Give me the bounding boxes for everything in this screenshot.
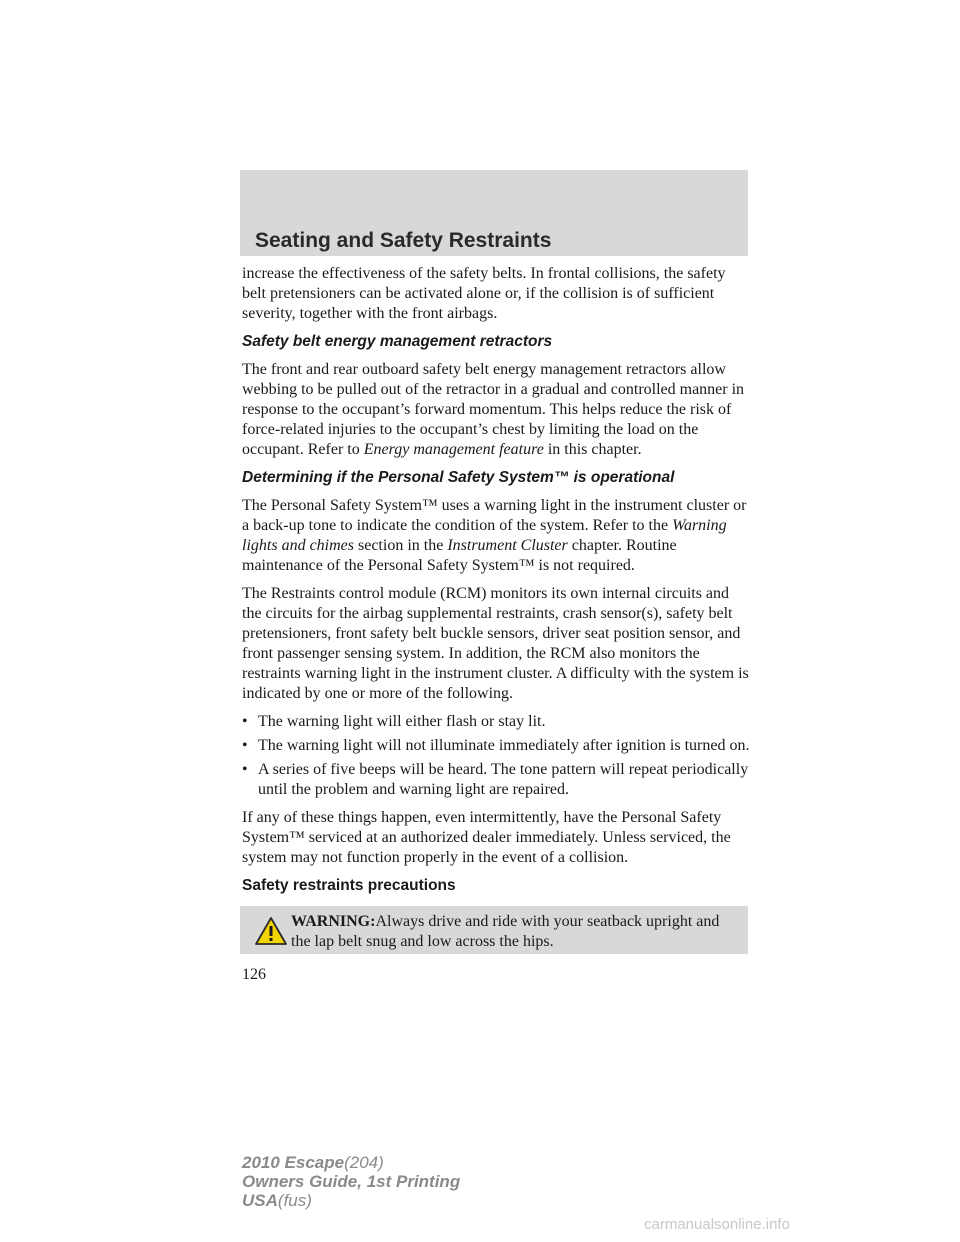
list-item-text: The warning light will not illuminate immediately after ignition is turned on.: [258, 737, 750, 754]
footer-line-printing: Owners Guide, 1st Printing: [242, 1172, 461, 1191]
warning-text: [291, 912, 731, 952]
list-item: [242, 712, 750, 732]
reference-warning-lights-and-chimes: Warning lights and chimes: [242, 517, 727, 554]
chapter-title: Seating and Safety Restraints: [255, 229, 552, 252]
warning-label: WARNING:: [291, 913, 376, 930]
footer-model-code: (204): [344, 1153, 384, 1172]
paragraph-retractors-tail: in this chapter.: [547, 441, 642, 458]
difficulty-list: [242, 712, 750, 800]
page-number: 126: [242, 966, 266, 983]
paragraph-pss-tail: chapter. Routine maintenance of the Personal Safety System™ is not required.: [242, 537, 677, 574]
warning-message: Always drive and ride with your seatback upright and the lap belt snug and low across the hips.: [291, 913, 720, 950]
watermark: carmanualsonline.info: [644, 1216, 790, 1233]
heading-personal-safety-system: Determining if the Personal Safety System™ is operational: [242, 469, 675, 486]
footer-model: 2010 Escape: [242, 1153, 345, 1172]
warning-box: [240, 906, 748, 954]
paragraph-intro: increase the effectiveness of the safety belts. In frontal collisions, the safety belt pretensioners can be activated alone or, if the collision is of sufficient severity, together with the front airbags.: [242, 265, 726, 322]
heading-energy-management-retractors: Safety belt energy management retractors: [242, 333, 553, 350]
warning-triangle-icon: [254, 916, 288, 946]
paragraph-retractors: [242, 360, 750, 460]
bullet-marker: •: [242, 737, 248, 754]
footer-line-model: [242, 1153, 460, 1172]
paragraph-personal-safety-system: [242, 496, 750, 576]
paragraph-retractors-text: The front and rear outboard safety belt energy management retractors allow webbing to be pulled out of the retractor in a gradual and controlled manner in response to the occupant’s forward momentum. This helps reduce the risk of force-related injuries to the occupant’s chest by limiting the load on the occupant. Refer to: [242, 361, 745, 458]
list-item: [242, 736, 750, 756]
paragraph-pss-text: The Personal Safety System™ uses a warning light in the instrument cluster or a back-up tone to indicate the condition of the system. Refer to the: [242, 497, 747, 534]
list-item-text: The warning light will either flash or stay lit.: [258, 713, 546, 730]
list-item-text: A series of five beeps will be heard. The tone pattern will repeat periodically until the problem and warning light are repaired.: [258, 761, 749, 798]
reference-instrument-cluster: Instrument Cluster: [447, 537, 568, 554]
footer-line-region: [242, 1191, 460, 1210]
print-footer: [242, 1153, 460, 1210]
page-content: [242, 264, 750, 904]
paragraph-pss-mid: section in the: [358, 537, 444, 554]
reference-energy-management-feature: Energy management feature: [363, 441, 544, 458]
paragraph-rcm: The Restraints control module (RCM) monitors its own internal circuits and the circuits for the airbag supplemental restraints, crash sensor(s), safety belt pretensioners, front safety belt buckle sensors, driver seat position sensor, and front passenger sensing system. In addition, the RCM also monitors the restraints warning light in the instrument cluster. A difficulty with the system is indicated by one or more of the following.: [242, 585, 749, 702]
bullet-marker: •: [242, 713, 248, 730]
list-item: [242, 760, 750, 800]
bullet-marker: •: [242, 761, 248, 778]
footer-region-code: (fus): [277, 1191, 312, 1210]
heading-safety-restraints-precautions: Safety restraints precautions: [242, 877, 456, 894]
footer-region: USA: [242, 1191, 278, 1210]
paragraph-service: If any of these things happen, even intermittently, have the Personal Safety System™ serviced at an authorized dealer immediately. Unless serviced, the system may not function properly in the event of a collision.: [242, 809, 731, 866]
